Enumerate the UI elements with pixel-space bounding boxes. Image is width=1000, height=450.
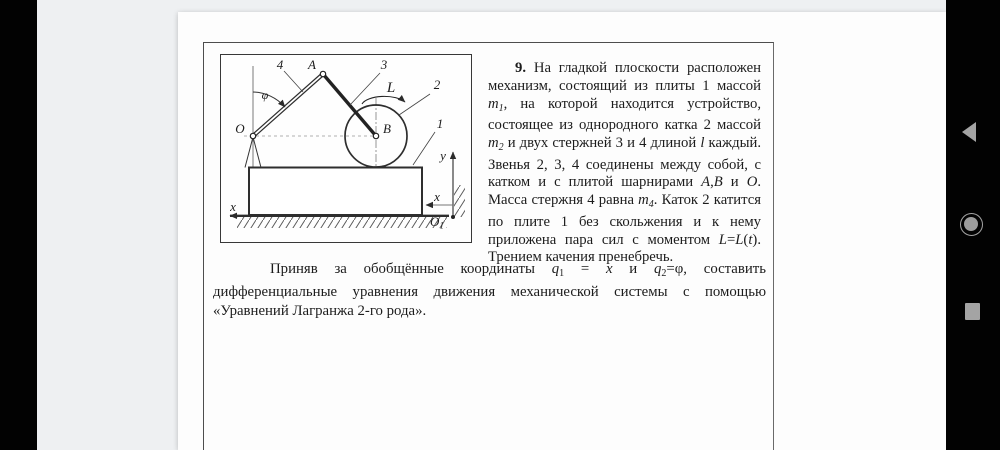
label-pivot-O: O [235, 121, 245, 136]
back-button[interactable] [946, 122, 1000, 162]
leader-plate-1 [413, 132, 435, 165]
label-rod-3: 3 [380, 57, 388, 72]
y-axis-label: y [440, 148, 446, 163]
ground-x-axis-label: x [230, 199, 236, 214]
joint-A [320, 71, 325, 76]
problem-statement: 9. На гладкой плоскости расположен механизм, состоящий из плиты 1 массой $m_1$, на которой находится устройство, состоящее из однородного катка 2 массой $m_2$ и двух стержней 3 и 4 длиной l каждый. Звенья 2, 3, 4 соединены между собой, с катком и с плитой шарнирами A,B и O. Масса стержня 4 равна $m_4$. Каток 2 катится по плите 1 без скольжения и к нему приложена пара сил с моментом L=L(t). Трением качения пренебречь. [488, 60, 761, 266]
label-center-B: B [383, 121, 391, 136]
label-joint-A: A [308, 57, 316, 72]
joint-B [373, 133, 378, 138]
support-leg-right [253, 137, 261, 168]
back-icon [962, 122, 976, 142]
leader-roller-2 [399, 94, 430, 115]
label-roller-2: 2 [433, 77, 441, 92]
wall-hatching [454, 185, 465, 217]
recents-button[interactable] [946, 303, 1000, 343]
joint-O [250, 133, 255, 138]
leader-rod-3 [350, 73, 380, 105]
home-icon [960, 213, 983, 236]
rod-4-core [253, 74, 323, 136]
origin-point [451, 215, 455, 219]
left-system-bar [0, 0, 37, 450]
home-button[interactable] [946, 213, 1000, 253]
label-rod-4: 4 [276, 57, 284, 72]
android-nav-bar [946, 0, 1000, 450]
plate-1 [249, 168, 422, 216]
moment-label: L [386, 80, 396, 96]
mechanism-diagram [221, 55, 471, 242]
ground-hatching [237, 217, 447, 228]
origin-label: O1 [430, 214, 444, 231]
rod-3 [323, 74, 376, 136]
problem-task: Приняв за обобщённые координаты $q_1 = x$ и $q_2=\varphi$, составить дифференциальные уравнения движения механической системы с помощью «Уравнений Лагранжа 2-го рода». [213, 261, 766, 319]
leader-rod-4 [284, 71, 303, 92]
phi-angle-label: φ [261, 88, 269, 102]
label-plate-1: 1 [436, 116, 444, 131]
figure-frame [220, 54, 472, 243]
document-page[interactable] [178, 12, 946, 450]
x-axis-label: x [434, 189, 440, 204]
moment-arrow [362, 96, 405, 104]
phi-angle-arc [253, 92, 285, 107]
support-leg-left [245, 137, 253, 168]
recents-icon [965, 303, 980, 320]
